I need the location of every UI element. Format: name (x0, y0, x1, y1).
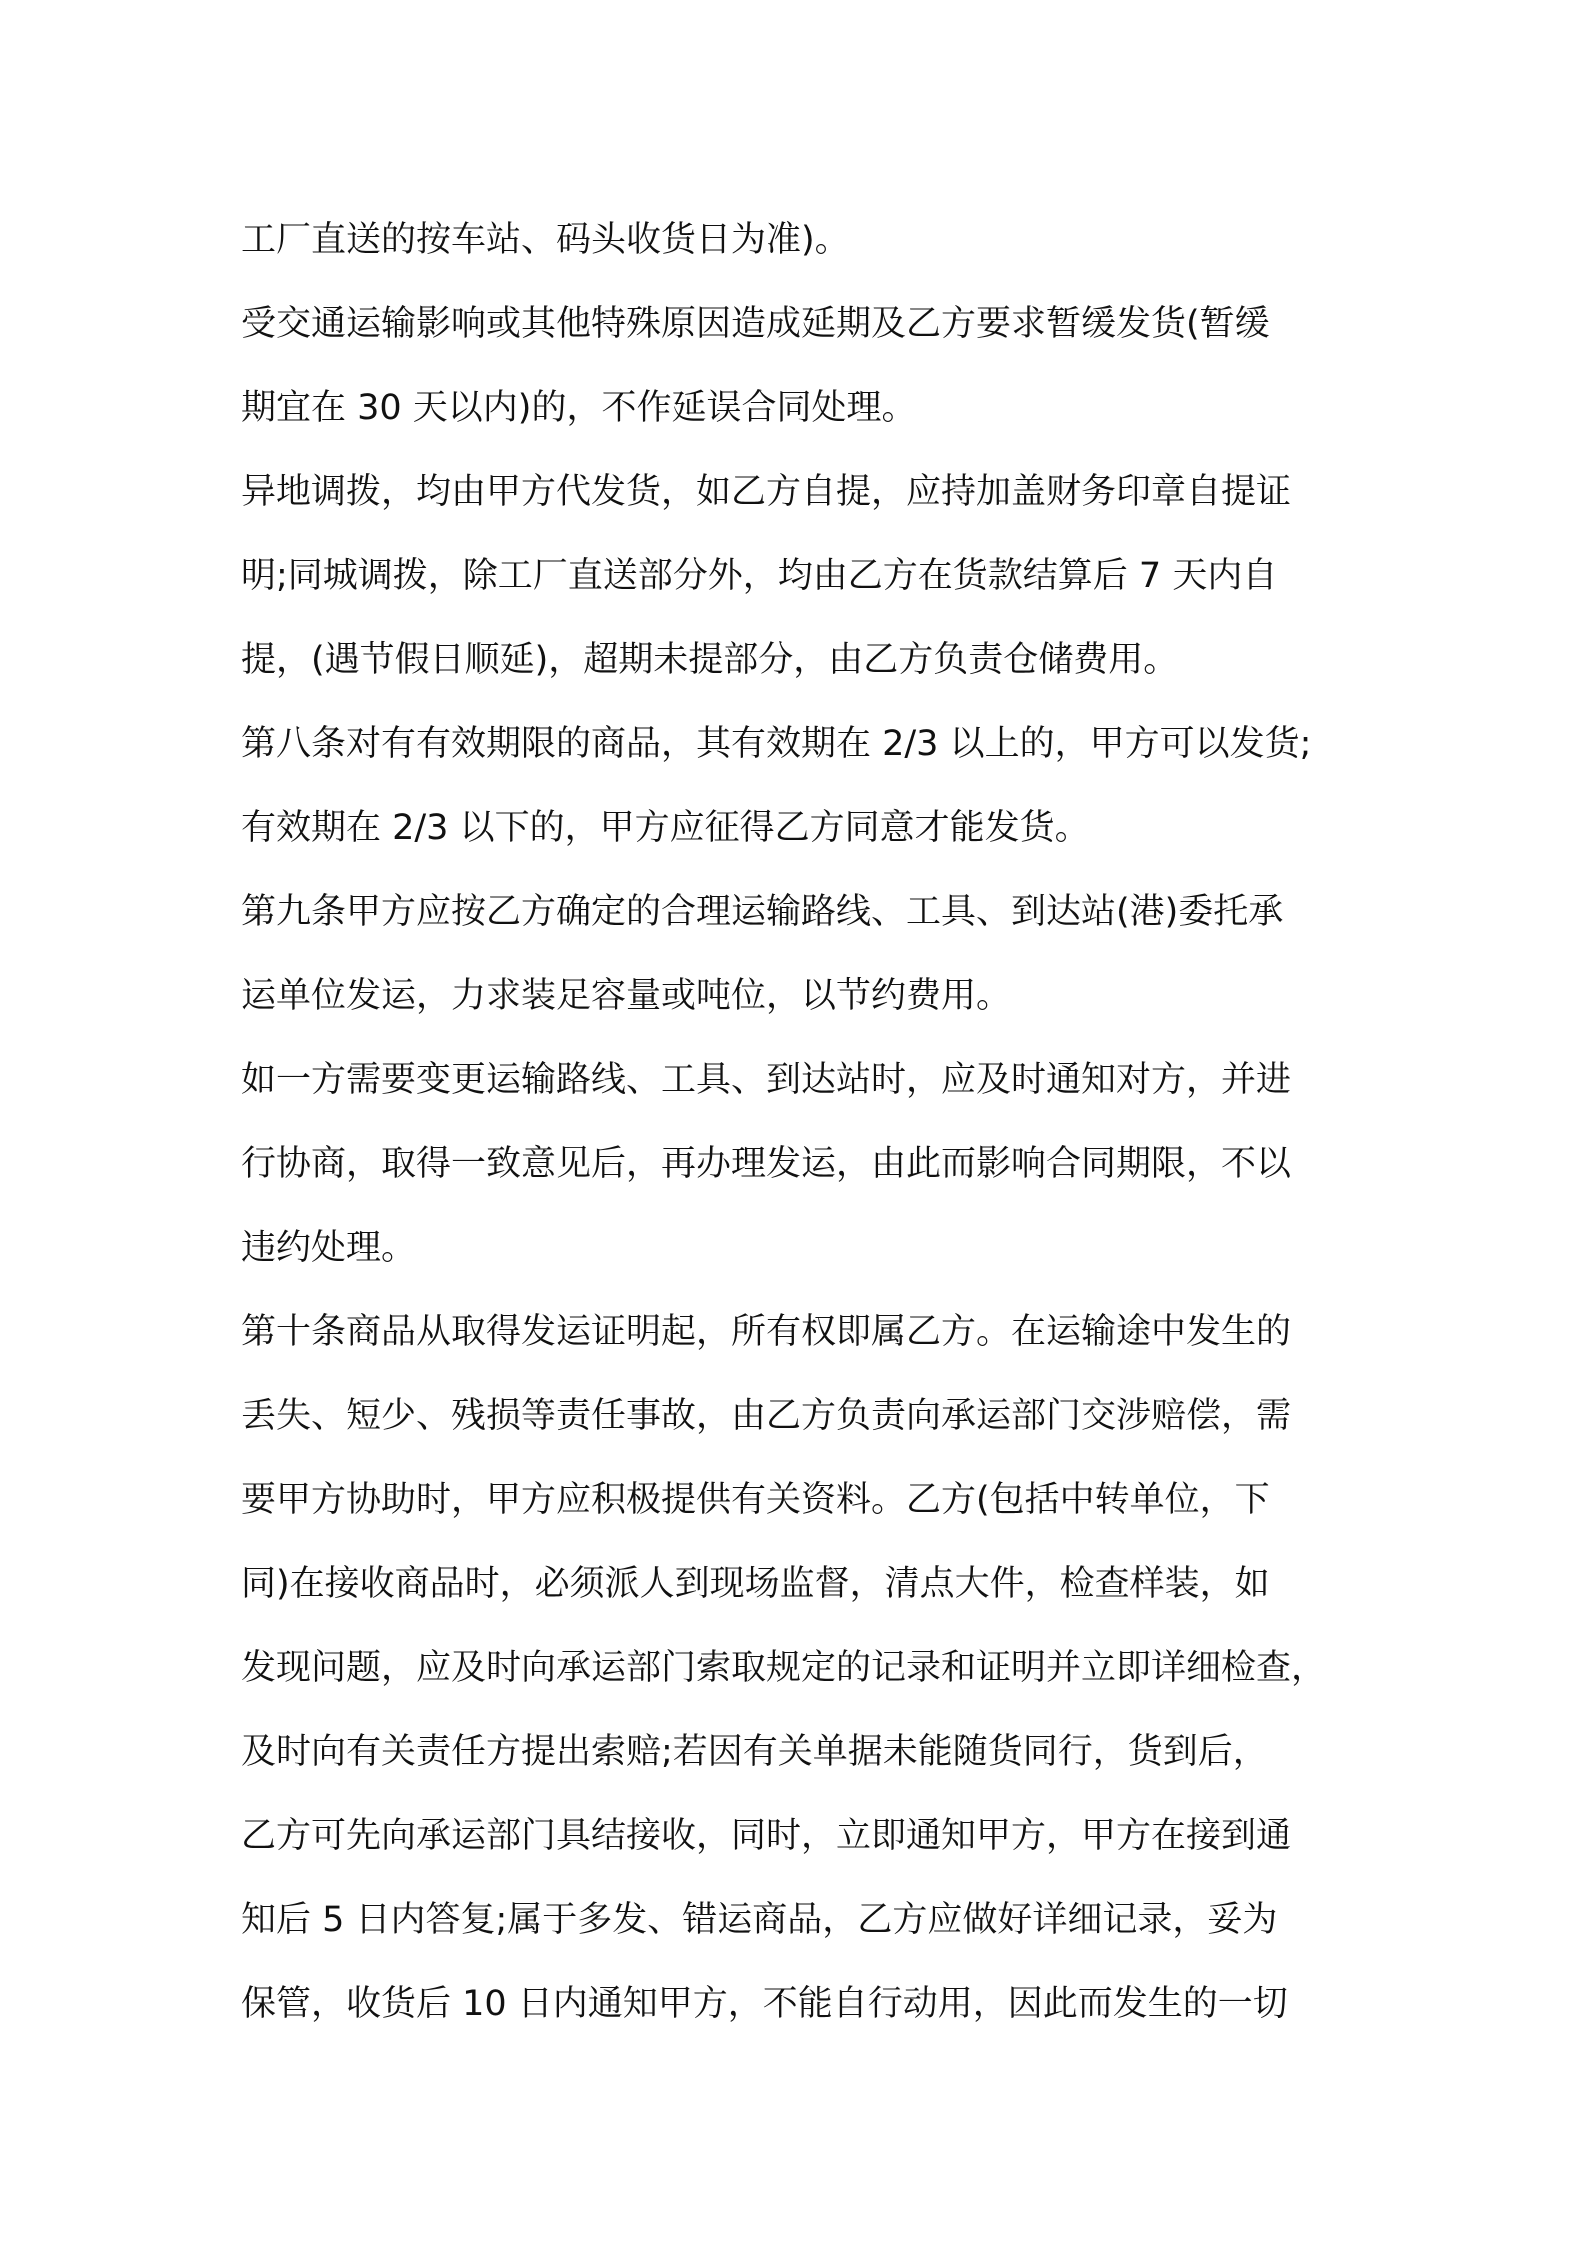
text-line: 同)在接收商品时，必须派人到现场监督，清点大件，检查样装，如 (241, 1564, 1270, 1604)
text-line: 保管，收货后 10 日内通知甲方，不能自行动用，因此而发生的一切 (241, 1984, 1288, 2024)
text-line: 乙方可先向承运部门具结接收，同时，立即通知甲方，甲方在接到通 (241, 1816, 1292, 1856)
text-line: 第十条商品从取得发运证明起，所有权即属乙方。在运输途中发生的 (241, 1312, 1292, 1352)
text-line: 及时向有关责任方提出索赔;若因有关单据未能随货同行，货到后， (241, 1732, 1268, 1772)
text-line: 提，(遇节假日顺延)，超期未提部分，由乙方负责仓储费用。 (241, 640, 1179, 680)
text-line: 异地调拨，均由甲方代发货，如乙方自提，应持加盖财务印章自提证 (241, 472, 1292, 512)
text-line: 丢失、短少、残损等责任事故，由乙方负责向承运部门交涉赔偿，需 (241, 1396, 1292, 1436)
text-line: 知后 5 日内答复;属于多发、错运商品，乙方应做好详细记录，妥为 (241, 1900, 1278, 1940)
text-line: 受交通运输影响或其他特殊原因造成延期及乙方要求暂缓发货(暂缓 (241, 304, 1270, 344)
text-line: 违约处理。 (241, 1228, 417, 1268)
text-line: 发现问题，应及时向承运部门索取规定的记录和证明并立即详细检查， (241, 1648, 1327, 1688)
text-line: 行协商，取得一致意见后，再办理发运，由此而影响合同期限，不以 (241, 1144, 1292, 1184)
text-line: 如一方需要变更运输路线、工具、到达站时，应及时通知对方，并进 (241, 1060, 1292, 1100)
text-line: 运单位发运，力求装足容量或吨位，以节约费用。 (241, 976, 1012, 1016)
text-line: 第九条甲方应按乙方确定的合理运输路线、工具、到达站(港)委托承 (241, 892, 1284, 932)
text-line: 明;同城调拨，除工厂直送部分外，均由乙方在货款结算后 7 天内自 (241, 556, 1278, 596)
text-line: 第八条对有有效期限的商品，其有效期在 2/3 以上的，甲方可以发货; (241, 724, 1312, 764)
document-body (241, 198, 1361, 2046)
text-line: 有效期在 2/3 以下的，甲方应征得乙方同意才能发货。 (241, 808, 1090, 848)
text-line: 期宜在 30 天以内)的，不作延误合同处理。 (241, 388, 917, 428)
text-line: 要甲方协助时，甲方应积极提供有关资料。乙方(包括中转单位，下 (241, 1480, 1270, 1520)
text-line: 工厂直送的按车站、码头收货日为准)。 (241, 220, 850, 260)
